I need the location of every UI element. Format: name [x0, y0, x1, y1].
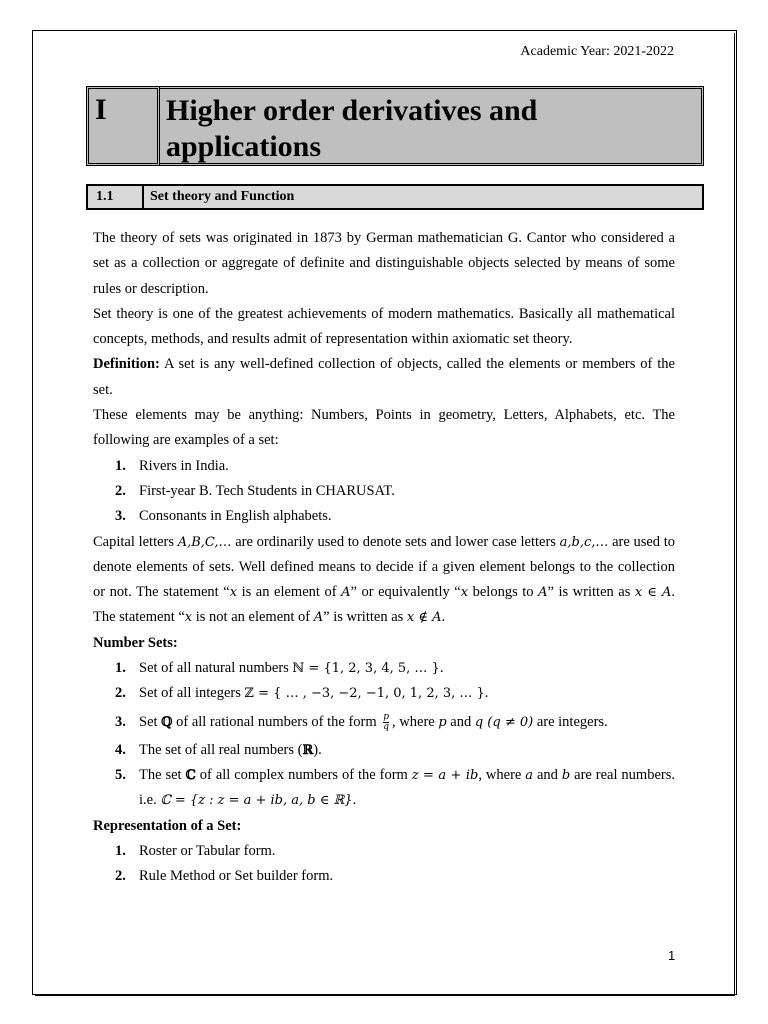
section-heading: [86, 184, 704, 210]
section-title: Set theory and Function: [144, 184, 704, 210]
body-content: [93, 226, 675, 889]
list-item: 3. Set ℚ of all rational numbers of the form $\frac{p}{q}$ , where p and q (q ≠ 0) are integers.: [115, 711, 608, 732]
paragraph-achievement: Set theory is one of the greatest achievements of modern mathematics. Basically all mathematical concepts, methods, and results admit of representation within axiomatic set theory.: [93, 305, 675, 348]
definition-label: Definition:: [93, 356, 160, 373]
list-item: 3. Consonants in English alphabets.: [115, 508, 332, 525]
chapter-title-line2: applications: [166, 130, 322, 163]
paragraph-definition: [93, 352, 675, 403]
chapter-title: [160, 86, 704, 166]
number-sets-list: [93, 656, 675, 813]
representation-heading: Representation of a Set:: [93, 817, 242, 834]
academic-year: Academic Year: 2021-2022: [520, 44, 674, 59]
list-item: 2. First-year B. Tech Students in CHARUSAT.: [115, 482, 395, 499]
fraction-p-over-q: $\frac{p}{q}$: [383, 711, 390, 732]
chapter-number: I: [86, 86, 160, 166]
list-item: 1. Roster or Tabular form.: [115, 842, 276, 859]
section-number: 1.1: [86, 184, 144, 210]
list-item: 1. Set of all natural numbers ℕ = {1, 2, 3, 4, 5, … }.: [115, 660, 444, 677]
list-item: 2. Rule Method or Set builder form.: [115, 868, 334, 885]
representation-list: [93, 839, 675, 890]
definition-text: A set is any well-defined collection of objects, called the elements or members of the set.: [93, 356, 675, 398]
paragraph-elements: These elements may be anything: Numbers, Points in geometry, Letters, Alphabets, etc. The following are examples of a set:: [93, 407, 675, 449]
number-sets-heading: Number Sets:: [93, 634, 178, 651]
chapter-heading: [86, 86, 704, 166]
list-item: 1. Rivers in India.: [115, 457, 229, 474]
paragraph-notation: Capital letters A,B,C,… are ordinarily used to denote sets and lower case letters a,b,c,… are used to denote elements of sets. Well defined means to decide if a given element belongs to the collection or not. The statement “x is an element of A” or equivalently “x belongs to A” is written as x ∈ A. The statement “x is not an element of A” is written as x ∉ A.: [93, 533, 676, 626]
paragraph-history: The theory of sets was originated in 1873 by German mathematician G. Cantor who considered a set as a collection or aggregate of definite and distinguishable objects selected by means of some rules or description.: [93, 230, 675, 297]
list-item: 4. The set of all real numbers (ℝ).: [115, 741, 322, 758]
chapter-title-line1: Higher order derivatives and: [166, 94, 538, 127]
examples-list: [93, 454, 675, 530]
list-item: 5. The set ℂ of all complex numbers of the form z = a + ib, where a and b are real numbers. i.e. ℂ = {z : z = a + ib, a, b ∈ ℝ}.: [115, 766, 675, 809]
list-item: 2. Set of all integers ℤ = { … , −3, −2, −1, 0, 1, 2, 3, … }.: [115, 685, 489, 702]
page-number: 1: [668, 948, 676, 963]
